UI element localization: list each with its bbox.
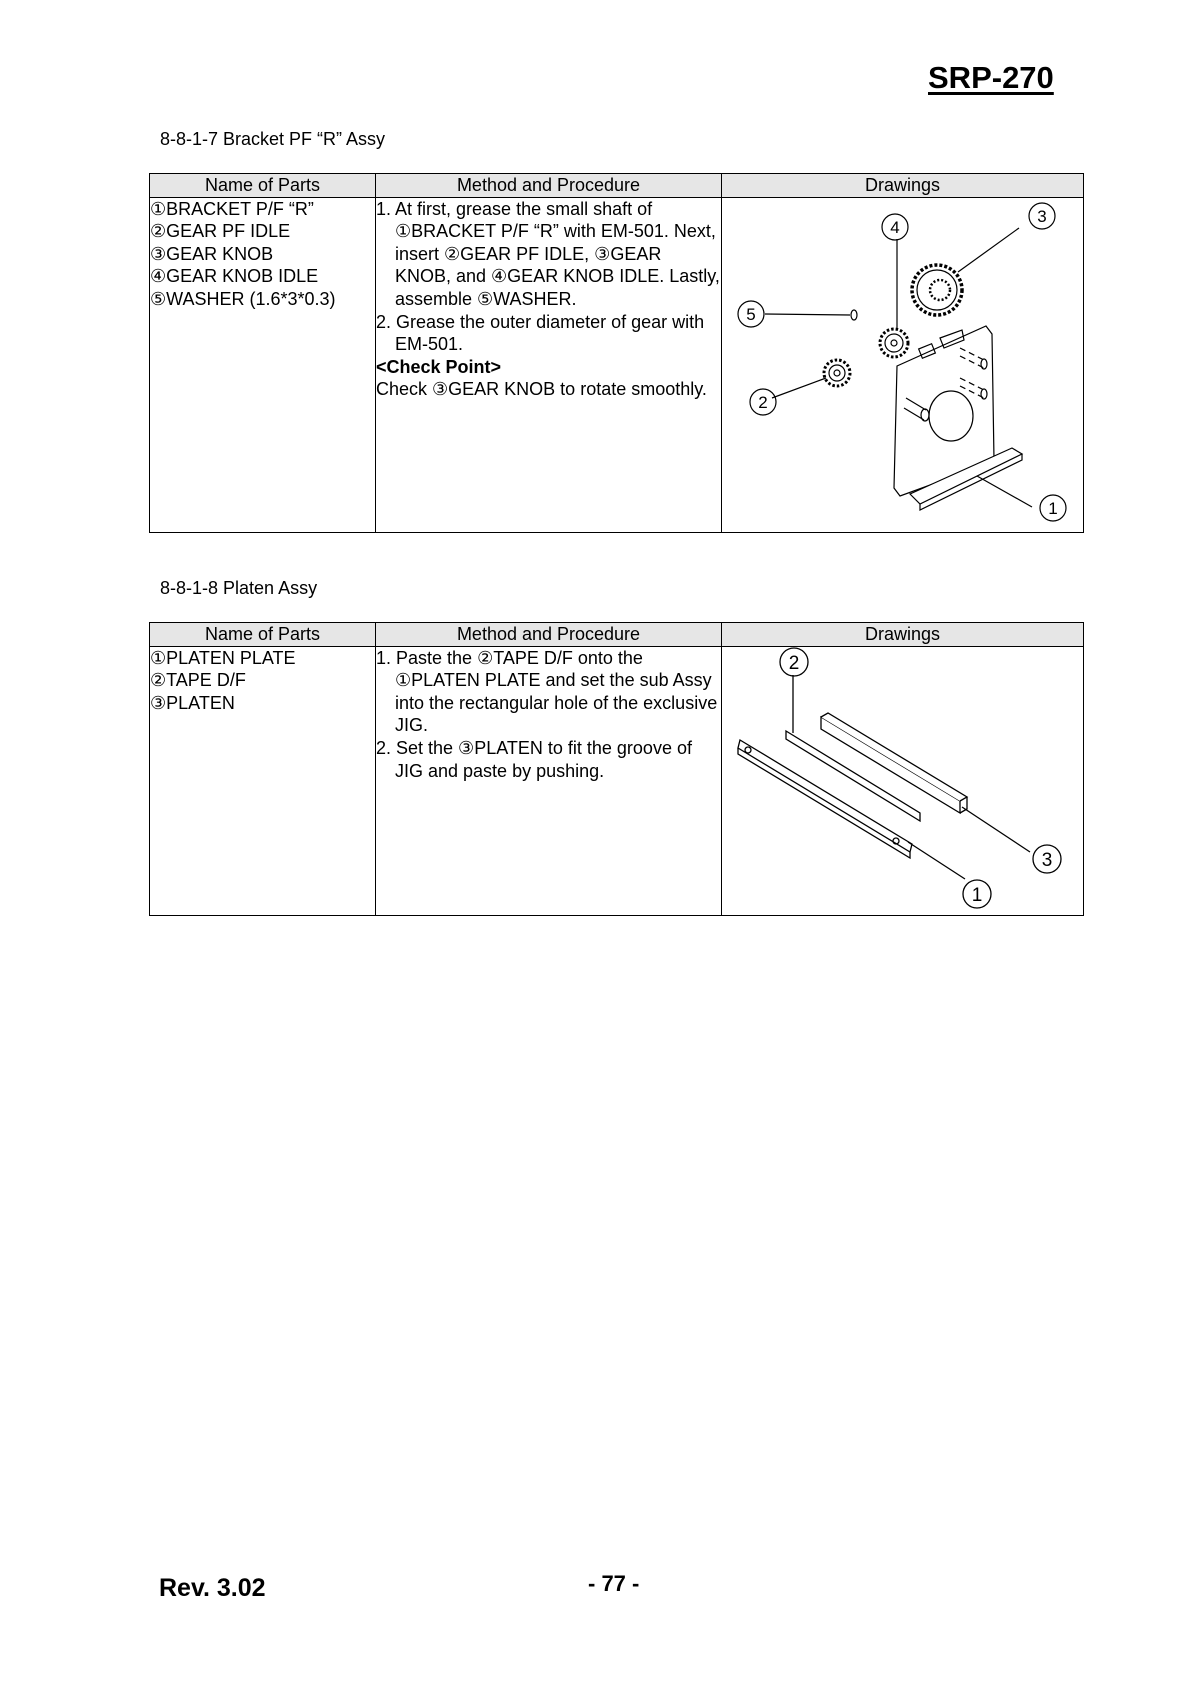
gear-knob-idle-hub-shape bbox=[891, 340, 897, 346]
procedure-step: 2. Grease the outer diameter of gear with EM-501. bbox=[376, 311, 705, 355]
section-title-bracket-pf-r-assy: 8-8-1-7 Bracket PF “R” Assy bbox=[160, 129, 386, 149]
part-item: ①BRACKET P/F “R” bbox=[150, 198, 314, 219]
callout-label-3: 3 bbox=[1037, 206, 1047, 226]
check-point-text: Check ③GEAR KNOB to rotate smoothly. bbox=[376, 379, 707, 400]
table-header-row bbox=[150, 174, 1084, 198]
column-header-drawings: Drawings bbox=[722, 623, 1084, 647]
platen-top-face bbox=[821, 713, 967, 801]
column-header-method-and-procedure: Method and Procedure bbox=[376, 174, 722, 198]
procedure-step: 2. Set the ③PLATEN to fit the groove of JIG and paste by pushing. bbox=[376, 737, 692, 781]
check-point-heading: <Check Point> bbox=[376, 356, 502, 377]
column-header-drawings: Drawings bbox=[722, 174, 1084, 198]
method-procedure bbox=[376, 197, 722, 532]
column-header-method-and-procedure: Method and Procedure bbox=[376, 623, 722, 647]
part-item: ⑤WASHER (1.6*3*0.3) bbox=[150, 288, 336, 309]
callout-label-3: 3 bbox=[1041, 849, 1053, 871]
callout-label-2: 2 bbox=[788, 652, 800, 674]
gear-knob-idle-teeth-shape bbox=[880, 329, 908, 357]
gear-pf-idle-body-shape bbox=[829, 365, 845, 381]
washer-shape bbox=[851, 310, 857, 320]
column-header-name-of-parts: Name of Parts bbox=[150, 623, 376, 647]
gear-pf-idle-teeth-shape bbox=[824, 360, 850, 386]
leader-line-1 bbox=[908, 842, 965, 879]
leader-line-3 bbox=[958, 228, 1019, 272]
leader-line-5 bbox=[765, 314, 850, 315]
callout-label-1: 1 bbox=[971, 884, 983, 906]
procedure-table-platen bbox=[149, 622, 1084, 916]
column-header-name-of-parts: Name of Parts bbox=[150, 174, 376, 198]
method-procedure bbox=[376, 646, 722, 915]
callout-label-4: 4 bbox=[890, 217, 900, 237]
callout-label-1: 1 bbox=[1048, 498, 1058, 518]
part-item: ②TAPE D/F bbox=[150, 670, 246, 691]
leader-line-2 bbox=[772, 378, 826, 398]
leader-line-3 bbox=[962, 807, 1030, 852]
drawing-cell bbox=[722, 646, 1084, 915]
procedure-table-bracket-pf-r bbox=[149, 173, 1084, 533]
gear-pf-idle-hub-shape bbox=[834, 370, 840, 376]
parts-list bbox=[150, 646, 376, 915]
bracket-assembly-drawing bbox=[722, 198, 1084, 532]
leader-line-1 bbox=[977, 476, 1032, 507]
procedure-step: 1. At first, grease the small shaft of ①BRACKET P/F “R” with EM-501. Next, insert ②GEAR PF IDLE, ③GEAR KNOB, and ④GEAR KNOB IDLE. Lastly, assemble ⑤WASHER. bbox=[376, 198, 720, 309]
gear-knob-teeth-shape bbox=[912, 265, 962, 315]
callout-label-5: 5 bbox=[746, 304, 756, 324]
footer-page-number: - 77 - bbox=[588, 1571, 640, 1596]
table-row bbox=[150, 197, 1084, 532]
part-item: ②GEAR PF IDLE bbox=[150, 221, 291, 242]
drawing-cell bbox=[722, 197, 1084, 532]
table-row bbox=[150, 646, 1084, 915]
part-item: ①PLATEN PLATE bbox=[150, 647, 296, 668]
parts-list bbox=[150, 197, 376, 532]
callout-label-2: 2 bbox=[758, 392, 768, 412]
gear-knob-hub-shape bbox=[930, 280, 950, 300]
section-title-platen-assy: 8-8-1-8 Platen Assy bbox=[160, 578, 318, 598]
part-item: ④GEAR KNOB IDLE bbox=[150, 266, 319, 287]
procedure-step: 1. Paste the ②TAPE D/F onto the ①PLATEN PLATE and set the sub Assy into the rectangular hole of the exclusive JIG. bbox=[376, 647, 718, 736]
document-model-title: SRP-270 bbox=[928, 60, 1054, 95]
gear-knob-idle-body-shape bbox=[885, 334, 903, 352]
table-header-row bbox=[150, 623, 1084, 647]
platen-assembly-drawing bbox=[722, 647, 1084, 915]
part-item: ③GEAR KNOB bbox=[150, 243, 274, 264]
part-item: ③PLATEN bbox=[150, 692, 235, 713]
footer-revision: Rev. 3.02 bbox=[159, 1574, 266, 1602]
